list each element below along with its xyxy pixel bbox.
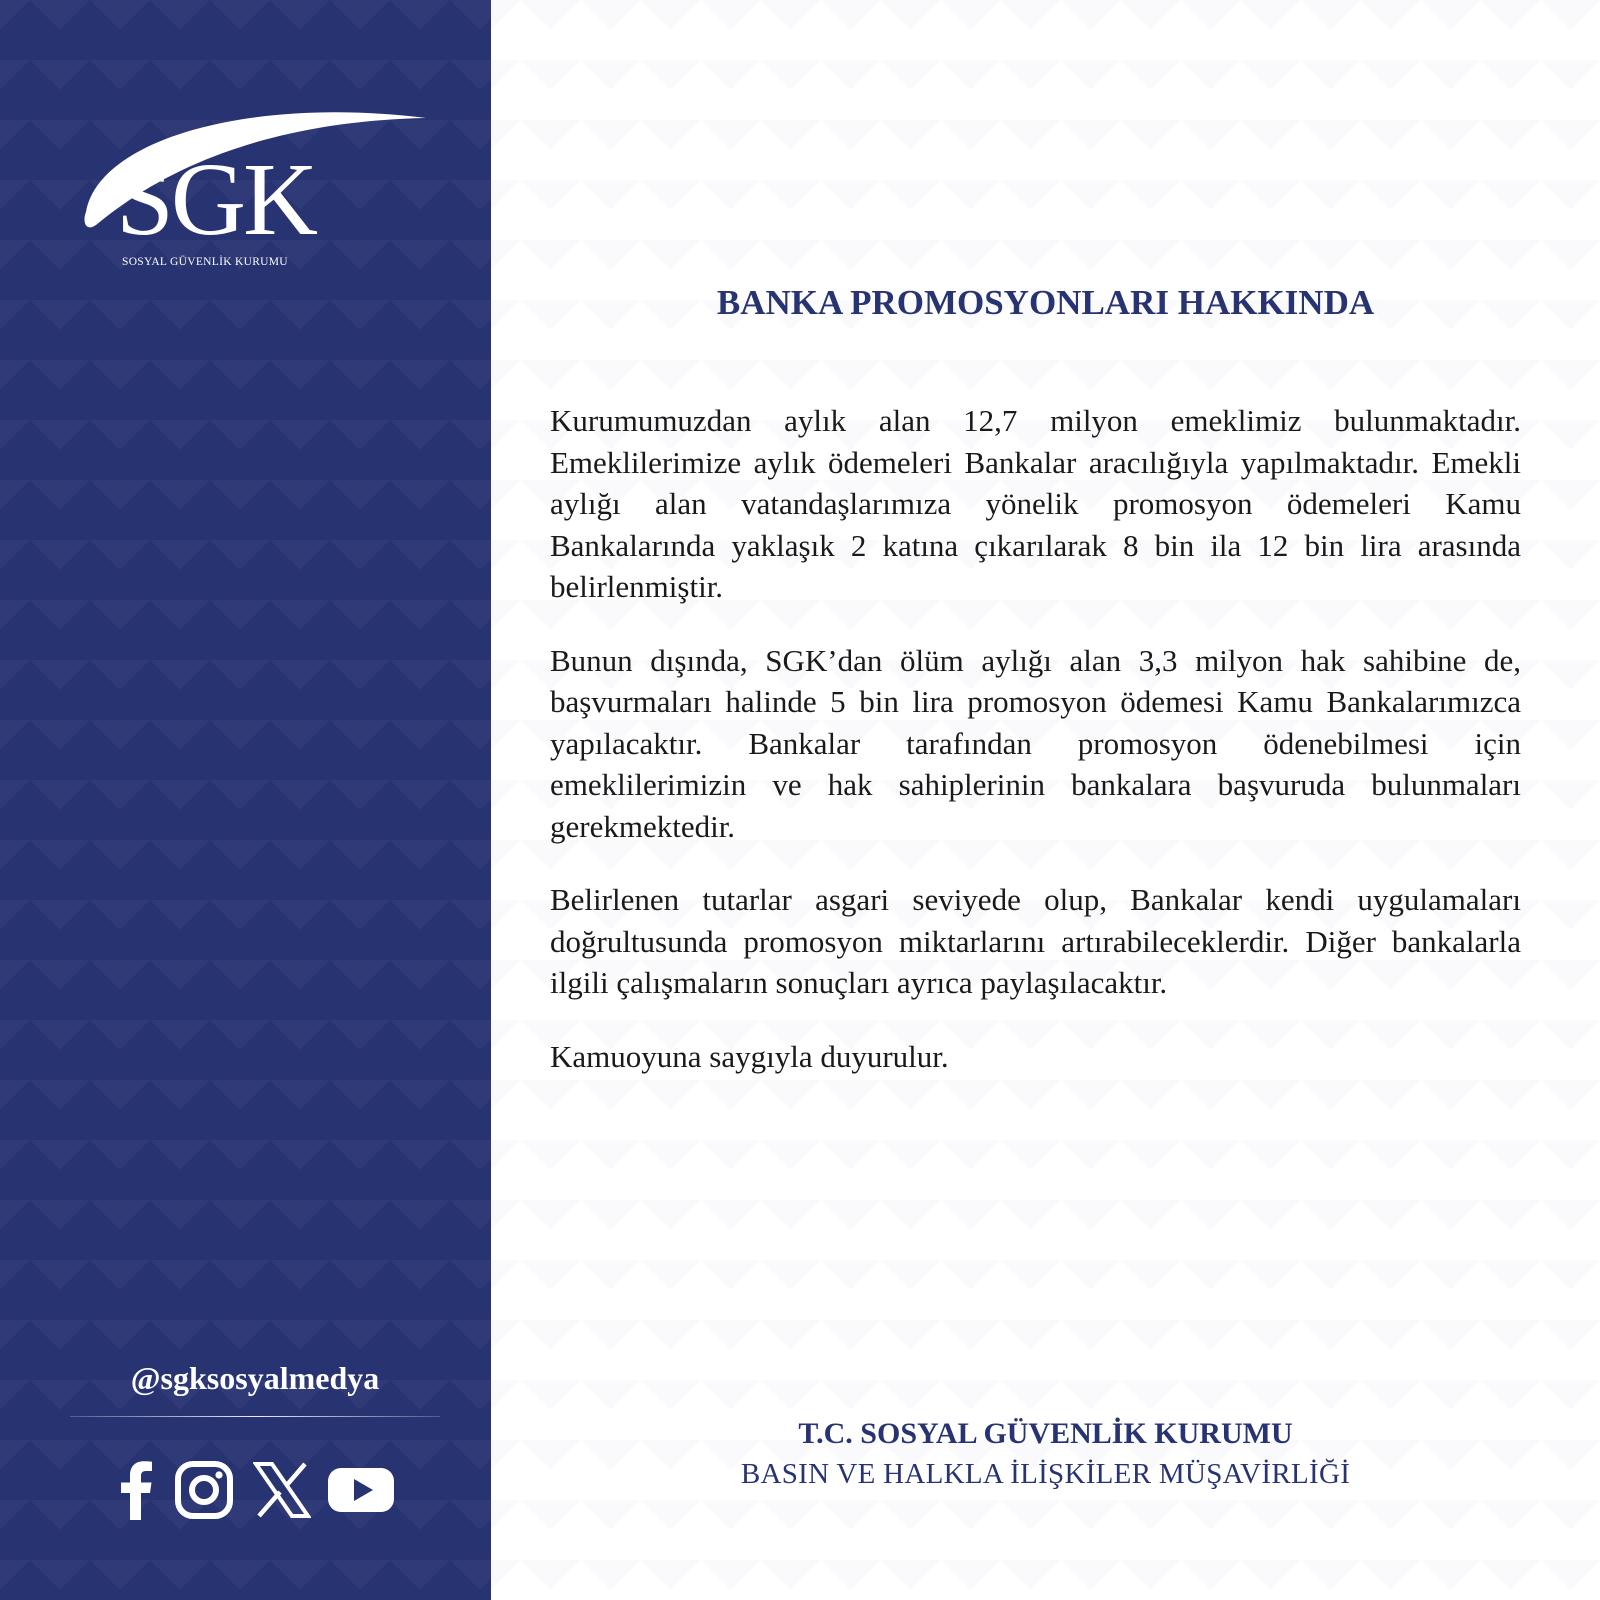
announcement-panel bbox=[491, 0, 1600, 1600]
announcement-body bbox=[550, 400, 1521, 1109]
footer-institution: T.C. SOSYAL GÜVENLİK KURUMU bbox=[798, 1417, 1293, 1450]
instagram-icon[interactable] bbox=[174, 1460, 236, 1520]
sgk-logo bbox=[78, 100, 438, 280]
page-title: BANKA PROMOSYONLARI HAKKINDA bbox=[716, 283, 1375, 322]
paragraph-2: Bunun dışında, SGK’dan ölüm aylığı alan 3,3 milyon hak sahibine de, başvurmaları halinde 5 bin lira promosyon ödemesi Kamu Bankalarımızca yapılacaktır. Bankalar tarafından promosyon ödenebilmesi için emeklilerimizin ve hak sahiplerinin bankalara başvuruda bulunmaları gerekmektedir. bbox=[550, 642, 1521, 844]
footer-department: BASIN VE HALKLA İLİŞKİLER MÜŞAVİRLİĞİ bbox=[740, 1458, 1351, 1490]
youtube-icon[interactable] bbox=[328, 1466, 394, 1514]
social-handle[interactable]: @sgksosyalmedya bbox=[130, 1360, 380, 1396]
logo-text: SGK bbox=[116, 142, 316, 257]
social-links bbox=[118, 1460, 394, 1520]
paragraph-1: Kurumumuzdan aylık alan 12,7 milyon emeklimiz bulunmaktadır. Emeklilerimize aylık ödemeleri Bankalar aracılığıyla yapılmaktadır. Emekli aylığı alan vatandaşlarımıza yönelik promosyon ödemeleri Kamu Bankalarında yaklaşık 2 katına çıkarılarak 8 bin ila 12 bin lira arasında belirlenmiştir. bbox=[550, 403, 1521, 604]
x-icon[interactable] bbox=[253, 1462, 311, 1518]
sidebar bbox=[0, 0, 491, 1600]
logo-subtitle: SOSYAL GÜVENLİK KURUMU bbox=[122, 256, 288, 268]
divider bbox=[70, 1416, 440, 1417]
facebook-icon[interactable] bbox=[118, 1460, 154, 1520]
paragraph-3: Belirlenen tutarlar asgari seviyede olup, Bankalar kendi uygulamaları doğrultusunda promosyon miktarlarını artırabileceklerdir. Diğer bankalarla ilgili çalışmaların sonuçları ayrıca paylaşılacaktır. bbox=[550, 882, 1521, 1000]
paragraph-4: Kamuoyuna saygıyla duyurulur. bbox=[550, 1038, 949, 1074]
